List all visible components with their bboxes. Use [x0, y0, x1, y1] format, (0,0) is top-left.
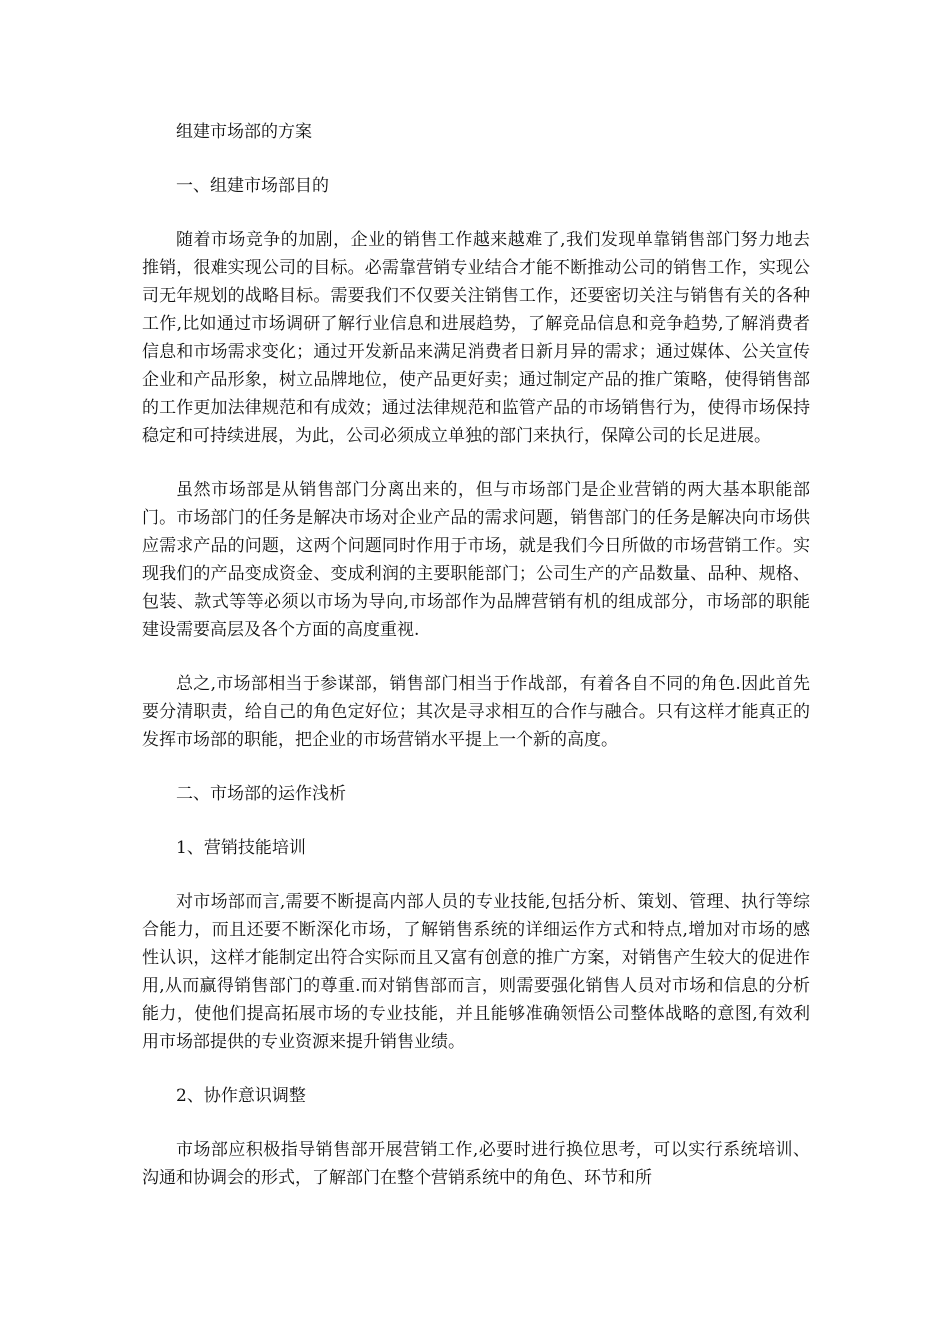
document-title: 组建市场部的方案	[176, 122, 312, 142]
paragraph-purpose-2: 虽然市场部是从销售部门分离出来的，但与市场部门是企业营销的两大基本职能部门。市场部门的任务是解决市场对企业产品的需求问题，销售部门的任务是解决向市场供应需求产品的问题，这两个问题同时作用于市场，就是我们今日所做的市场营销工作。实现我们的产品变成资金、变成利润的主要职能部门；公司生产的产品数量、品种、规格、包装、款式等等必须以市场为导向,市场部作为品牌营销有机的组成部分，市场部的职能建设需要高层及各个方面的高度重视.	[142, 480, 810, 640]
subsection-heading-cooperation: 2、协作意识调整	[176, 1086, 306, 1106]
paragraph-purpose-1: 随着市场竞争的加剧，企业的销售工作越来越难了,我们发现单靠销售部门努力地去推销，很难实现公司的目标。必需靠营销专业结合才能不断推动公司的销售工作，实现公司无年规划的战略目标。需要我们不仅要关注销售工作，还要密切关注与销售有关的各种工作,比如通过市场调研了解行业信息和进展趋势，了解竞品信息和竞争趋势,了解消费者信息和市场需求变化；通过开发新品来满足消费者日新月异的需求；通过媒体、公关宣传企业和产品形象，树立品牌地位，使产品更好卖；通过制定产品的推广策略，使得销售部的工作更加法律规范和有成效；通过法律规范和监管产品的市场销售行为，使得市场保持稳定和可持续进展，为此，公司必须成立单独的部门来执行，保障公司的长足进展。	[142, 230, 810, 446]
paragraph-purpose-3: 总之,市场部相当于参谋部，销售部门相当于作战部，有着各自不同的角色.因此首先要分清职责，给自己的角色定好位；其次是寻求相互的合作与融合。只有这样才能真正的发挥市场部的职能，把企业的市场营销水平提上一个新的高度。	[142, 674, 810, 750]
section-heading-purpose: 一、组建市场部目的	[176, 176, 329, 196]
paragraph-cooperation: 市场部应积极指导销售部开展营销工作,必要时进行换位思考，可以实行系统培训、沟通和协调会的形式，了解部门在整个营销系统中的角色、环节和所	[142, 1140, 810, 1188]
section-heading-operation: 二、市场部的运作浅析	[176, 784, 346, 804]
paragraph-training: 对市场部而言,需要不断提高内部人员的专业技能,包括分析、策划、管理、执行等综合能力，而且还要不断深化市场，了解销售系统的详细运作方式和特点,增加对市场的感性认识，这样才能制定出符合实际而且又富有创意的推广方案，对销售产生较大的促进作用,从而赢得销售部门的尊重.而对销售部而言，则需要强化销售人员对市场和信息的分析能力，使他们提高拓展市场的专业技能，并且能够准确领悟公司整体战略的意图,有效利用市场部提供的专业资源来提升销售业绩。	[142, 892, 810, 1052]
subsection-heading-training: 1、营销技能培训	[176, 838, 306, 858]
document-body	[142, 118, 810, 1218]
